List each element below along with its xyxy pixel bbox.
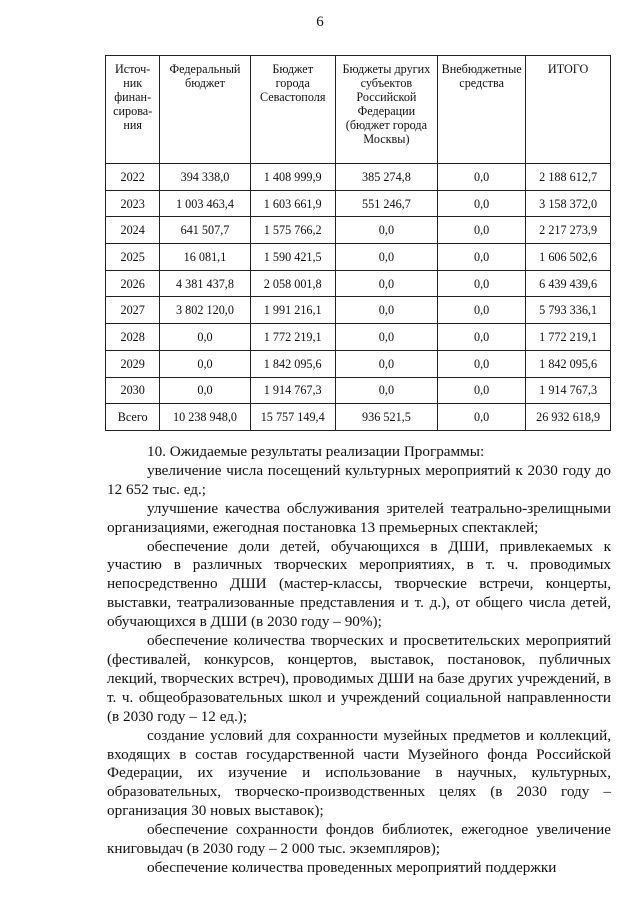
table-cell: 1 003 463,4 — [160, 190, 250, 217]
table-cell: 1 914 767,3 — [526, 377, 611, 404]
table-row — [106, 164, 611, 191]
table-cell: 0,0 — [335, 244, 437, 271]
table-cell: 0,0 — [335, 377, 437, 404]
table-cell: Всего — [106, 404, 160, 431]
table-cell: 0,0 — [160, 350, 250, 377]
expected-results-section — [107, 443, 611, 878]
table-cell: 0,0 — [438, 270, 526, 297]
table-cell: 0,0 — [438, 190, 526, 217]
table-header-row — [106, 56, 611, 164]
table-cell: 15 757 149,4 — [250, 404, 335, 431]
table-cell: 385 274,8 — [335, 164, 437, 191]
table-cell: 0,0 — [438, 217, 526, 244]
result-item: увеличение числа посещений культурных мероприятий к 2030 году до 12 652 тыс. ед.; — [107, 461, 611, 498]
header-extrabudgetary: Внебюджетные средства — [438, 56, 526, 164]
table-cell: 3 158 372,0 — [526, 190, 611, 217]
table-row — [106, 324, 611, 351]
table-cell: 2 058 001,8 — [250, 270, 335, 297]
result-item: обеспечение доли детей, обучающихся в ДШИ, привлекаемых к участию в различных творческих мероприятиях, в т. ч. проводимых непосредственно ДШИ (мастер-классы, творческие встречи, концерты, выставки, театрализованные представления и т. д.), от общего числа детей, обучающихся в ДШИ (в 2030 году – 90%); — [107, 537, 611, 631]
table-cell: 0,0 — [438, 404, 526, 431]
table-cell: 2028 — [106, 324, 160, 351]
table-cell: 4 381 437,8 — [160, 270, 250, 297]
table-row — [106, 217, 611, 244]
table-cell: 3 802 120,0 — [160, 297, 250, 324]
table-cell: 0,0 — [335, 217, 437, 244]
table-row — [106, 404, 611, 431]
table-cell: 1 606 502,6 — [526, 244, 611, 271]
table-cell: 1 603 661,9 — [250, 190, 335, 217]
header-total: ИТОГО — [526, 56, 611, 164]
header-sevastopol: Бюджет города Севастополя — [250, 56, 335, 164]
result-item: обеспечение сохранности фондов библиотек, ежегодное увеличение книговыдач (в 2030 году – 2 000 тыс. экземпляров); — [107, 821, 611, 858]
table-cell: 1 575 766,2 — [250, 217, 335, 244]
table-cell: 2029 — [106, 350, 160, 377]
table-row — [106, 297, 611, 324]
table-cell: 2027 — [106, 297, 160, 324]
table-cell: 5 793 336,1 — [526, 297, 611, 324]
result-item: обеспечение количества проведенных мероприятий поддержки — [147, 858, 557, 876]
table-cell: 936 521,5 — [335, 404, 437, 431]
table-cell: 1 590 421,5 — [250, 244, 335, 271]
section-heading: 10. Ожидаемые результаты реализации Программы: — [147, 443, 485, 460]
table-cell: 16 081,1 — [160, 244, 250, 271]
table-cell: 0,0 — [438, 164, 526, 191]
header-other-subjects: Бюджеты других субъектов Российской Федерации (бюджет города Москвы) — [335, 56, 437, 164]
table-cell: 551 246,7 — [335, 190, 437, 217]
table-cell: 394 338,0 — [160, 164, 250, 191]
table-cell: 2023 — [106, 190, 160, 217]
results-list — [107, 462, 611, 878]
table-row — [106, 350, 611, 377]
table-cell: 10 238 948,0 — [160, 404, 250, 431]
table-cell: 1 408 999,9 — [250, 164, 335, 191]
table-cell: 0,0 — [335, 270, 437, 297]
table-cell: 1 842 095,6 — [250, 350, 335, 377]
table-cell: 2030 — [106, 377, 160, 404]
table-row — [106, 270, 611, 297]
table-body — [106, 164, 611, 431]
table-cell: 1 991 216,1 — [250, 297, 335, 324]
table-cell: 2024 — [106, 217, 160, 244]
table-cell: 1 772 219,1 — [250, 324, 335, 351]
table-cell: 0,0 — [335, 324, 437, 351]
table-cell: 0,0 — [160, 324, 250, 351]
table-cell: 0,0 — [438, 297, 526, 324]
table-cell: 0,0 — [335, 297, 437, 324]
financing-table — [105, 55, 611, 431]
table-cell: 1 772 219,1 — [526, 324, 611, 351]
table-cell: 0,0 — [438, 324, 526, 351]
table-cell: 2025 — [106, 244, 160, 271]
table-cell: 6 439 439,6 — [526, 270, 611, 297]
header-federal: Федеральный бюджет — [160, 56, 250, 164]
table-cell: 2022 — [106, 164, 160, 191]
table-cell: 0,0 — [160, 377, 250, 404]
result-item: обеспечение количества творческих и просветительских мероприятий (фестивалей, конкурсов, концертов, выставок, постановок, публичных лекций, творческих встреч), проводимых ДШИ на базе других учреждений, в т. ч. общеобразовательных школ и учреждений социальной направленности (в 2030 году – 12 ед.); — [107, 632, 611, 725]
table-cell: 0,0 — [438, 377, 526, 404]
table-row — [106, 190, 611, 217]
table-cell: 0,0 — [438, 244, 526, 271]
table-cell: 1 914 767,3 — [250, 377, 335, 404]
result-item: улучшение качества обслуживания зрителей театрально-зрелищными организациями, ежегодная постановка 13 премьерных спектаклей; — [107, 499, 611, 536]
table-cell: 0,0 — [335, 350, 437, 377]
table-row — [106, 244, 611, 271]
table-cell: 2026 — [106, 270, 160, 297]
header-source: Источ- ник финан- сирова- ния — [106, 56, 160, 164]
table-cell: 0,0 — [438, 350, 526, 377]
table-cell: 1 842 095,6 — [526, 350, 611, 377]
page-number: 6 — [316, 14, 324, 30]
table-cell: 2 217 273,9 — [526, 217, 611, 244]
table-cell: 26 932 618,9 — [526, 404, 611, 431]
table-row — [106, 377, 611, 404]
table-cell: 2 188 612,7 — [526, 164, 611, 191]
result-item: создание условий для сохранности музейных предметов и коллекций, входящих в состав государственной части Музейного фонда Российской Федерации, их изучение и использование в научных, культурных, образовательных, творческо-производственных целях (в 2030 году – организация 30 новых выставок); — [107, 726, 611, 820]
table-cell: 641 507,7 — [160, 217, 250, 244]
